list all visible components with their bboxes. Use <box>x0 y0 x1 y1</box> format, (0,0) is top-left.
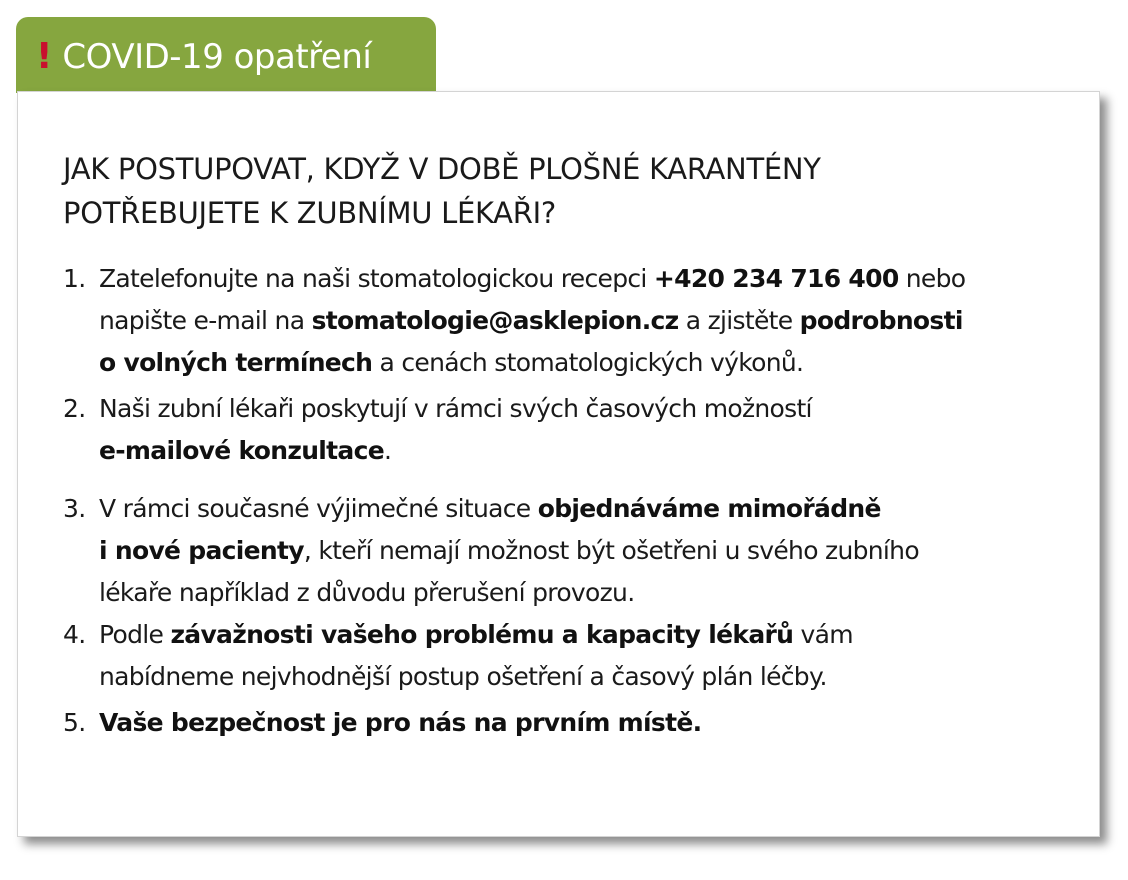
card-heading <box>63 147 1063 235</box>
item-text: nebo <box>898 264 966 293</box>
steps-list <box>63 258 1083 746</box>
item-number: 1. <box>63 264 86 293</box>
item-text: . <box>383 436 392 465</box>
phone-number: +420 234 716 400 <box>653 264 899 293</box>
item-text: lékaře například z důvodu přerušení provozu. <box>99 578 635 607</box>
heading-line-1: JAK POSTUPOVAT, KDYŽ V DOBĚ PLOŠNÉ KARANTÉNY <box>63 152 821 186</box>
item-emphasis: závažnosti vašeho problému a kapacity lékařů <box>170 620 794 649</box>
item-text: Naši zubní lékaři poskytují v rámci svých časových možností <box>99 394 812 423</box>
item-number: 4. <box>63 620 86 649</box>
tab-title: COVID-19 opatření <box>62 37 372 77</box>
exclamation-icon: ! <box>36 36 53 77</box>
item-emphasis: Vaše bezpečnost je pro nás na prvním místě. <box>99 708 702 737</box>
list-item <box>63 702 1083 746</box>
item-emphasis: podrobnosti <box>799 306 963 335</box>
list-item <box>63 488 1083 614</box>
item-emphasis: i nové pacienty <box>99 536 304 565</box>
item-number: 3. <box>63 494 86 523</box>
list-item <box>63 388 1083 488</box>
item-emphasis: o volných termínech <box>99 348 373 377</box>
item-emphasis: e-mailové konzultace <box>99 436 384 465</box>
item-text: napište e-mail na <box>99 306 312 335</box>
heading-line-2: POTŘEBUJETE K ZUBNÍMU LÉKAŘI? <box>63 196 556 230</box>
item-text: vám <box>793 620 853 649</box>
item-text: a zjistěte <box>678 306 800 335</box>
item-number: 2. <box>63 394 86 423</box>
list-item <box>63 258 1083 388</box>
list-item <box>63 614 1083 702</box>
info-card <box>17 91 1100 837</box>
covid-tab-header <box>16 17 436 93</box>
item-text: a cenách stomatologických výkonů. <box>372 348 804 377</box>
item-text: Podle <box>99 620 171 649</box>
email-address: stomatologie@asklepion.cz <box>311 306 679 335</box>
item-text: Zatelefonujte na naši stomatologickou recepci <box>99 264 654 293</box>
item-number: 5. <box>63 708 86 737</box>
item-text: , kteří nemají možnost být ošetřeni u svého zubního <box>303 536 919 565</box>
item-text: nabídneme nejvhodnější postup ošetření a časový plán léčby. <box>99 662 827 691</box>
item-text: V rámci současné výjimečné situace <box>99 494 538 523</box>
item-emphasis: objednáváme mimořádně <box>537 494 881 523</box>
